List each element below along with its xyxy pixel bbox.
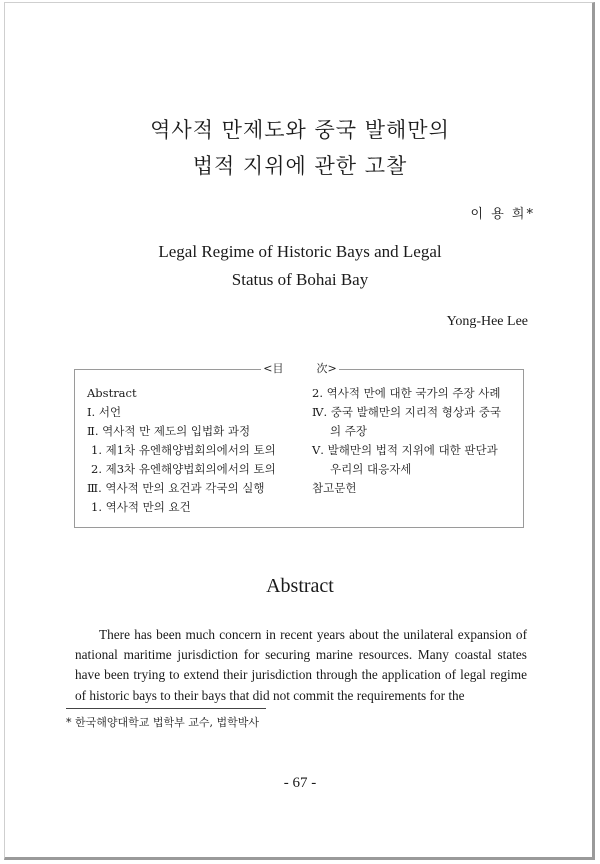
toc-item: 의 주장 bbox=[330, 424, 367, 438]
abstract-paragraph: There has been much concern in recent years about the unilateral expansion of national maritime jurisdiction for securing marine resources. Many coastal states have been trying to extend their jurisdiction through the application of legal regime of historic bays to their bays that did not commit the requirements for the bbox=[75, 627, 527, 703]
toc-heading: <目 次> bbox=[263, 362, 337, 375]
toc-item: 1. 제1차 유엔해양법회의에서의 토의 bbox=[91, 443, 276, 457]
footnote: * 한국해양대학교 법학부 교수, 법학박사 bbox=[66, 716, 259, 729]
english-title-line-1: Legal Regime of Historic Bays and Legal bbox=[158, 242, 442, 261]
toc-item: 1. 역사적 만의 요건 bbox=[91, 500, 191, 514]
english-title-line-2: Status of Bohai Bay bbox=[231, 270, 369, 289]
toc-item: Abstract bbox=[87, 386, 137, 400]
toc-item: Ⅰ. 서언 bbox=[87, 405, 122, 419]
english-title bbox=[0, 238, 600, 294]
toc-left-column bbox=[87, 384, 276, 517]
toc-item: 2. 제3차 유엔해양법회의에서의 토의 bbox=[91, 462, 276, 476]
korean-title-line-2: 법적 지위에 관한 고찰 bbox=[192, 154, 408, 178]
toc-right-column bbox=[312, 384, 501, 498]
toc-item: Ⅲ. 역사적 만의 요건과 각국의 실행 bbox=[87, 481, 265, 495]
footnote-divider bbox=[66, 708, 266, 709]
toc-item: Ⅴ. 발해만의 법적 지위에 대한 판단과 bbox=[312, 443, 498, 457]
toc-item: 2. 역사적 만에 대한 국가의 주장 사례 bbox=[312, 386, 501, 400]
korean-title-line-1: 역사적 만제도와 중국 발해만의 bbox=[150, 118, 450, 142]
toc-item: Ⅳ. 중국 발해만의 지리적 형상과 중국 bbox=[312, 405, 501, 419]
toc-item: 우리의 대응자세 bbox=[330, 462, 412, 476]
toc-item: Ⅱ. 역사적 만 제도의 입법화 과정 bbox=[87, 424, 251, 438]
korean-title bbox=[0, 112, 600, 184]
toc-item: 참고문헌 bbox=[312, 481, 357, 495]
table-of-contents bbox=[74, 362, 524, 528]
page-number: - 67 - bbox=[283, 775, 317, 791]
english-author: Yong-Hee Lee bbox=[446, 314, 528, 329]
abstract-heading: Abstract bbox=[266, 575, 334, 597]
korean-author: 이 용 희* bbox=[470, 207, 535, 222]
